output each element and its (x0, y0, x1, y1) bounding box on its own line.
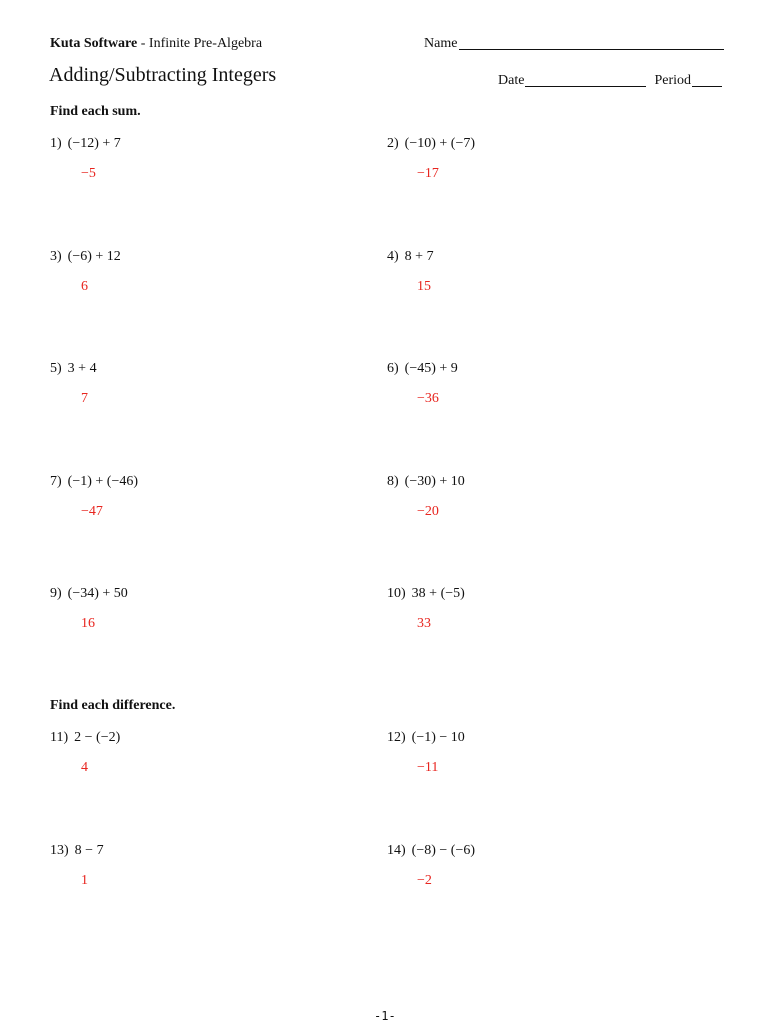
problem-11 (50, 730, 120, 746)
problem-number: 4) (387, 249, 399, 264)
problem-expression: (−1) + (−46) (67, 474, 139, 489)
answer-6: −36 (417, 391, 439, 406)
section-heading-sum: Find each sum. (50, 104, 141, 119)
problem-14 (387, 843, 475, 859)
problem-expression: (−8) − (−6) (411, 843, 476, 858)
problem-number: 6) (387, 361, 399, 376)
problem-1 (50, 136, 121, 152)
name-blank-line[interactable] (459, 35, 724, 50)
problem-number: 2) (387, 136, 399, 151)
worksheet-title: Adding/Subtracting Integers (49, 64, 277, 86)
problem-expression: (−1) − 10 (411, 730, 465, 745)
page-number: -1- (374, 1009, 396, 1023)
problem-expression: (−34) + 50 (67, 586, 128, 601)
answer-13: 1 (81, 873, 88, 888)
software-credit (50, 36, 262, 52)
problem-number: 7) (50, 474, 62, 489)
problem-13 (50, 843, 104, 859)
answer-10: 33 (417, 616, 431, 631)
problem-expression: (−12) + 7 (67, 136, 121, 151)
answer-4: 15 (417, 279, 431, 294)
problem-number: 8) (387, 474, 399, 489)
period-label: Period (654, 73, 691, 88)
problem-expression: (−30) + 10 (404, 474, 465, 489)
answer-14: −2 (417, 873, 432, 888)
date-label: Date (498, 73, 525, 88)
answer-9: 16 (81, 616, 95, 631)
problem-number: 14) (387, 843, 406, 858)
problem-number: 5) (50, 361, 62, 376)
problem-9 (50, 586, 128, 602)
problem-10 (387, 586, 465, 602)
problem-8 (387, 474, 465, 490)
section-heading-difference: Find each difference. (50, 698, 176, 713)
problem-number: 9) (50, 586, 62, 601)
problem-expression: (−10) + (−7) (404, 136, 476, 151)
problem-2 (387, 136, 475, 152)
software-brand: Kuta Software (50, 36, 138, 51)
problem-number: 1) (50, 136, 62, 151)
problem-4 (387, 249, 434, 265)
date-period-fields (498, 72, 722, 89)
software-separator: - (137, 36, 149, 51)
problem-3 (50, 249, 121, 265)
name-field[interactable] (424, 35, 724, 52)
problem-5 (50, 361, 97, 377)
answer-5: 7 (81, 391, 88, 406)
answer-7: −47 (81, 504, 103, 519)
problem-expression: (−6) + 12 (67, 249, 121, 264)
problem-number: 10) (387, 586, 406, 601)
problem-number: 12) (387, 730, 406, 745)
date-blank-line[interactable] (525, 72, 646, 87)
problem-expression: 8 + 7 (404, 249, 434, 264)
problem-7 (50, 474, 138, 490)
answer-3: 6 (81, 279, 88, 294)
name-label: Name (424, 36, 458, 51)
answer-12: −11 (417, 760, 439, 775)
answer-11: 4 (81, 760, 88, 775)
problem-expression: 2 − (−2) (74, 730, 121, 745)
answer-8: −20 (417, 504, 439, 519)
problem-number: 3) (50, 249, 62, 264)
period-blank-line[interactable] (692, 72, 722, 87)
problem-number: 11) (50, 730, 69, 745)
answer-1: −5 (81, 166, 96, 181)
answer-2: −17 (417, 166, 439, 181)
problem-6 (387, 361, 458, 377)
problem-expression: 38 + (−5) (411, 586, 465, 601)
problem-expression: (−45) + 9 (404, 361, 458, 376)
problem-expression: 3 + 4 (67, 361, 97, 376)
problem-number: 13) (50, 843, 69, 858)
problem-expression: 8 − 7 (74, 843, 104, 858)
problem-12 (387, 730, 465, 746)
software-product: Infinite Pre-Algebra (148, 36, 263, 51)
